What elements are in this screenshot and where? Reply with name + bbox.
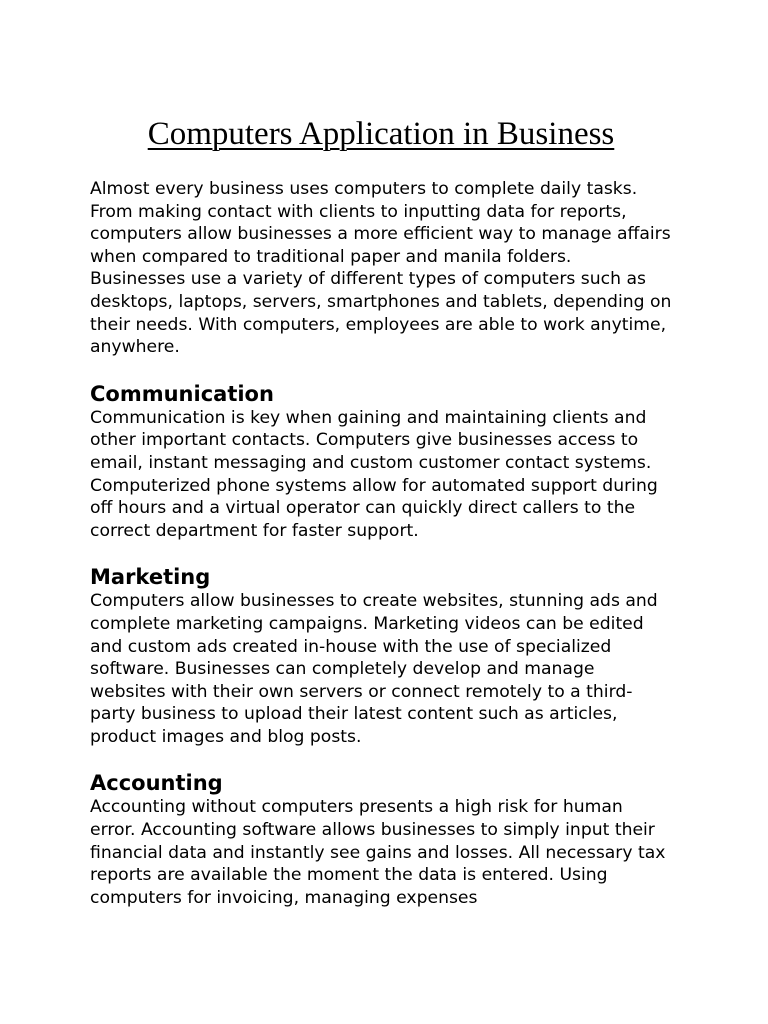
section-heading: Accounting xyxy=(90,771,223,796)
intro-paragraph: Almost every business uses computers to complete daily tasks. From making contact with clients to inputting data for reports, computers allow businesses a more efficient way to manage affairs when compared to traditional paper and manila folders. Businesses use a variety of different types of computers such as desktops, laptops, servers, smartphones and tablets, depending on their needs. With computers, employees are able to work anytime, anywhere. xyxy=(90,179,672,358)
document-title xyxy=(90,112,672,156)
section-accounting xyxy=(90,770,672,909)
section-body: Accounting without computers presents a high risk for human error. Accounting software allows businesses to simply input their financial data and instantly see gains and losses. All necessary tax reports are available the moment the data is entered. Using computers for invoicing, managing expenses xyxy=(90,797,666,908)
section-body: Communication is key when gaining and maintaining clients and other important contacts. Computers give businesses access to email, instant messaging and custom customer contact systems. Computerized phone systems allow for automated support during off hours and a virtual operator can quickly direct callers to the correct department for faster support. xyxy=(90,407,658,541)
document-title-text: Computers Application in Business xyxy=(147,116,615,152)
section-heading: Communication xyxy=(90,381,274,406)
section-heading: Marketing xyxy=(90,565,211,590)
section-body: Computers allow businesses to create websites, stunning ads and complete marketing campaigns. Marketing videos can be edited and custom ads created in-house with the use of specialized software. Businesses can completely develop and manage websites with their own servers or connect remotely to a third-party business to upload their latest content such as articles, product images and blog posts. xyxy=(90,591,658,747)
section-communication xyxy=(90,381,672,543)
section-marketing xyxy=(90,564,672,748)
